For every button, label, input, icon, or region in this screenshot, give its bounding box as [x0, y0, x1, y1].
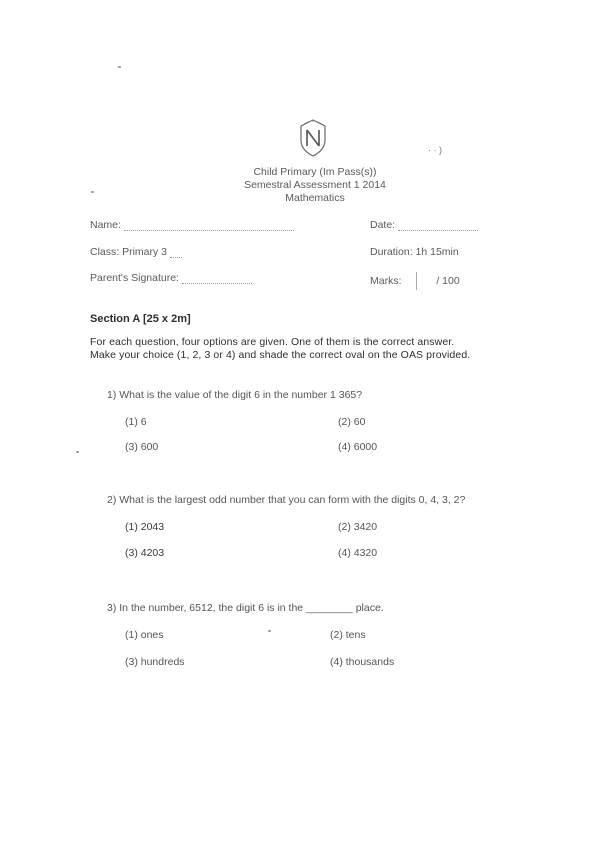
date-label: Date: [370, 219, 396, 231]
instruction-line-1: For each question, four options are given. One of them is the correct answer. [90, 336, 455, 348]
subject-title: Mathematics [285, 192, 345, 204]
parent-signature-label: Parent's Signature: [90, 272, 179, 284]
date-field [370, 219, 478, 231]
duration-label: Duration: 1h 15min [370, 246, 459, 258]
q1-option-1: (1) 6 [125, 416, 147, 428]
class-line [170, 247, 182, 258]
class-label: Class: Primary 3 [90, 246, 168, 258]
q2-option-2: (2) 3420 [338, 521, 378, 533]
name-line [124, 220, 294, 231]
name-label: Name: [90, 219, 121, 231]
q2-option-1: (1) 2043 [125, 521, 165, 533]
q3-option-3: (3) hundreds [125, 656, 185, 668]
school-name: Child Primary (Im Pass(s)) [253, 166, 377, 178]
q3-option-1: (1) ones [125, 629, 164, 641]
section-title: Section A [25 x 2m] [90, 313, 191, 325]
question-text: In the number, 6512, the digit 6 is in the ________ place. [119, 602, 384, 614]
parent-signature-field [90, 272, 252, 284]
parent-signature-line [182, 273, 252, 284]
q3-option-2: (2) tens [330, 629, 366, 641]
scan-speck [118, 66, 121, 68]
scan-speck [91, 191, 94, 193]
question-number: 3) [107, 602, 117, 614]
class-field [90, 246, 182, 258]
question-text: What is the value of the digit 6 in the number 1 365? [119, 389, 363, 401]
question-number: 1) [107, 389, 117, 401]
name-field [90, 219, 294, 231]
marks-total: / 100 [436, 275, 460, 287]
school-crest-icon [298, 118, 328, 158]
q1-option-2: (2) 60 [338, 416, 366, 428]
question-1 [107, 389, 362, 401]
instruction-line-2: Make your choice (1, 2, 3 or 4) and shade the correct oval on the OAS provided. [90, 349, 471, 361]
q2-option-3: (3) 4203 [125, 547, 165, 559]
marks-box-left [416, 272, 433, 290]
marks-field [370, 272, 460, 290]
scan-speck [76, 451, 79, 453]
scan-mark: · · ) [428, 145, 442, 155]
question-text: What is the largest odd number that you can form with the digits 0, 4, 3, 2? [119, 494, 466, 506]
q1-option-3: (3) 600 [125, 441, 159, 453]
marks-label: Marks: [370, 274, 402, 287]
q1-option-4: (4) 6000 [338, 441, 378, 453]
duration-field [370, 246, 459, 258]
exam-title: Semestral Assessment 1 2014 [244, 179, 386, 191]
question-number: 2) [107, 494, 117, 506]
question-2 [107, 494, 465, 506]
scan-speck [268, 630, 271, 632]
date-line [398, 220, 478, 231]
q2-option-4: (4) 4320 [338, 547, 378, 559]
question-3 [107, 602, 384, 614]
q3-option-4: (4) thousands [330, 656, 395, 668]
